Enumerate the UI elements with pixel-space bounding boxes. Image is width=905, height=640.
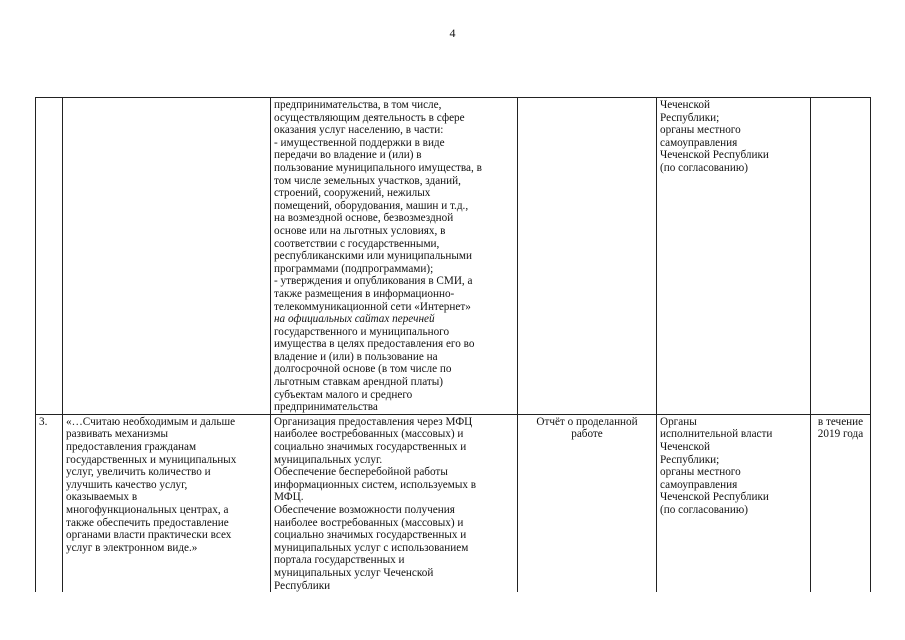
cell-number (36, 98, 63, 415)
cell-task: «…Считаю необходимым и дальше развивать механизмы предоставления гражданам государственных и муниципальных услуг, увеличить количество и улучшить качество услуг, оказываемых в многофункциональных центрах, а также обеспечить предоставление органами власти практически всех услуг в электронном виде.» (63, 414, 271, 592)
cell-executor: Органы исполнительной власти Чеченской Республики; органы местного самоуправления Чеченской Республики (по согласованию) (657, 414, 811, 592)
cell-executor: Чеченской Республики; органы местного самоуправления Чеченской Республики (по согласованию) (657, 98, 811, 415)
cell-measures: предпринимательства, в том числе, осуществляющим деятельность в сфере оказания услуг населению, в части: - имущественной поддержки в виде передачи во владение и (или) в пользование муниципального имущества, в том числе земельных участков, зданий, строений, сооружений, нежилых помещений, оборудования, машин и т.д., на возмездной основе, безвозмездной основе или на льготных условиях, в соответствии с государственными, республиканскими или муниципальными программами (подпрограммами); - утверждения и опубликования в СМИ, а также размещения в информационно- телекоммуникационной сети «Интернет» на официальных сайтах перечней государственного и муниципального имущества в целях предоставления его во владение и (или) в пользование на долгосрочной основе (в том числе по льготным ставкам арендной платы) субъектам малого и среднего предпринимательства (271, 98, 518, 415)
page-number: 4 (449, 26, 456, 40)
table-row (36, 98, 871, 415)
cell-result: Отчёт о проделанной работе (518, 414, 657, 592)
plan-table (35, 97, 871, 592)
table-row (36, 414, 871, 592)
cell-term (811, 98, 871, 415)
cell-number: 3. (36, 414, 63, 592)
cell-measures: Организация предоставления через МФЦ наиболее востребованных (массовых) и социально значимых государственных и муниципальных услуг. Обеспечение бесперебойной работы информационных систем, используемых в МФЦ. Обеспечение возможности получения наиболее востребованных (массовых) и социально значимых государственных и муниципальных услуг с использованием портала государственных и муниципальных услуг Чеченской Республики (271, 414, 518, 592)
cell-task (63, 98, 271, 415)
cell-term: в течение 2019 года (811, 414, 871, 592)
cell-result (518, 98, 657, 415)
